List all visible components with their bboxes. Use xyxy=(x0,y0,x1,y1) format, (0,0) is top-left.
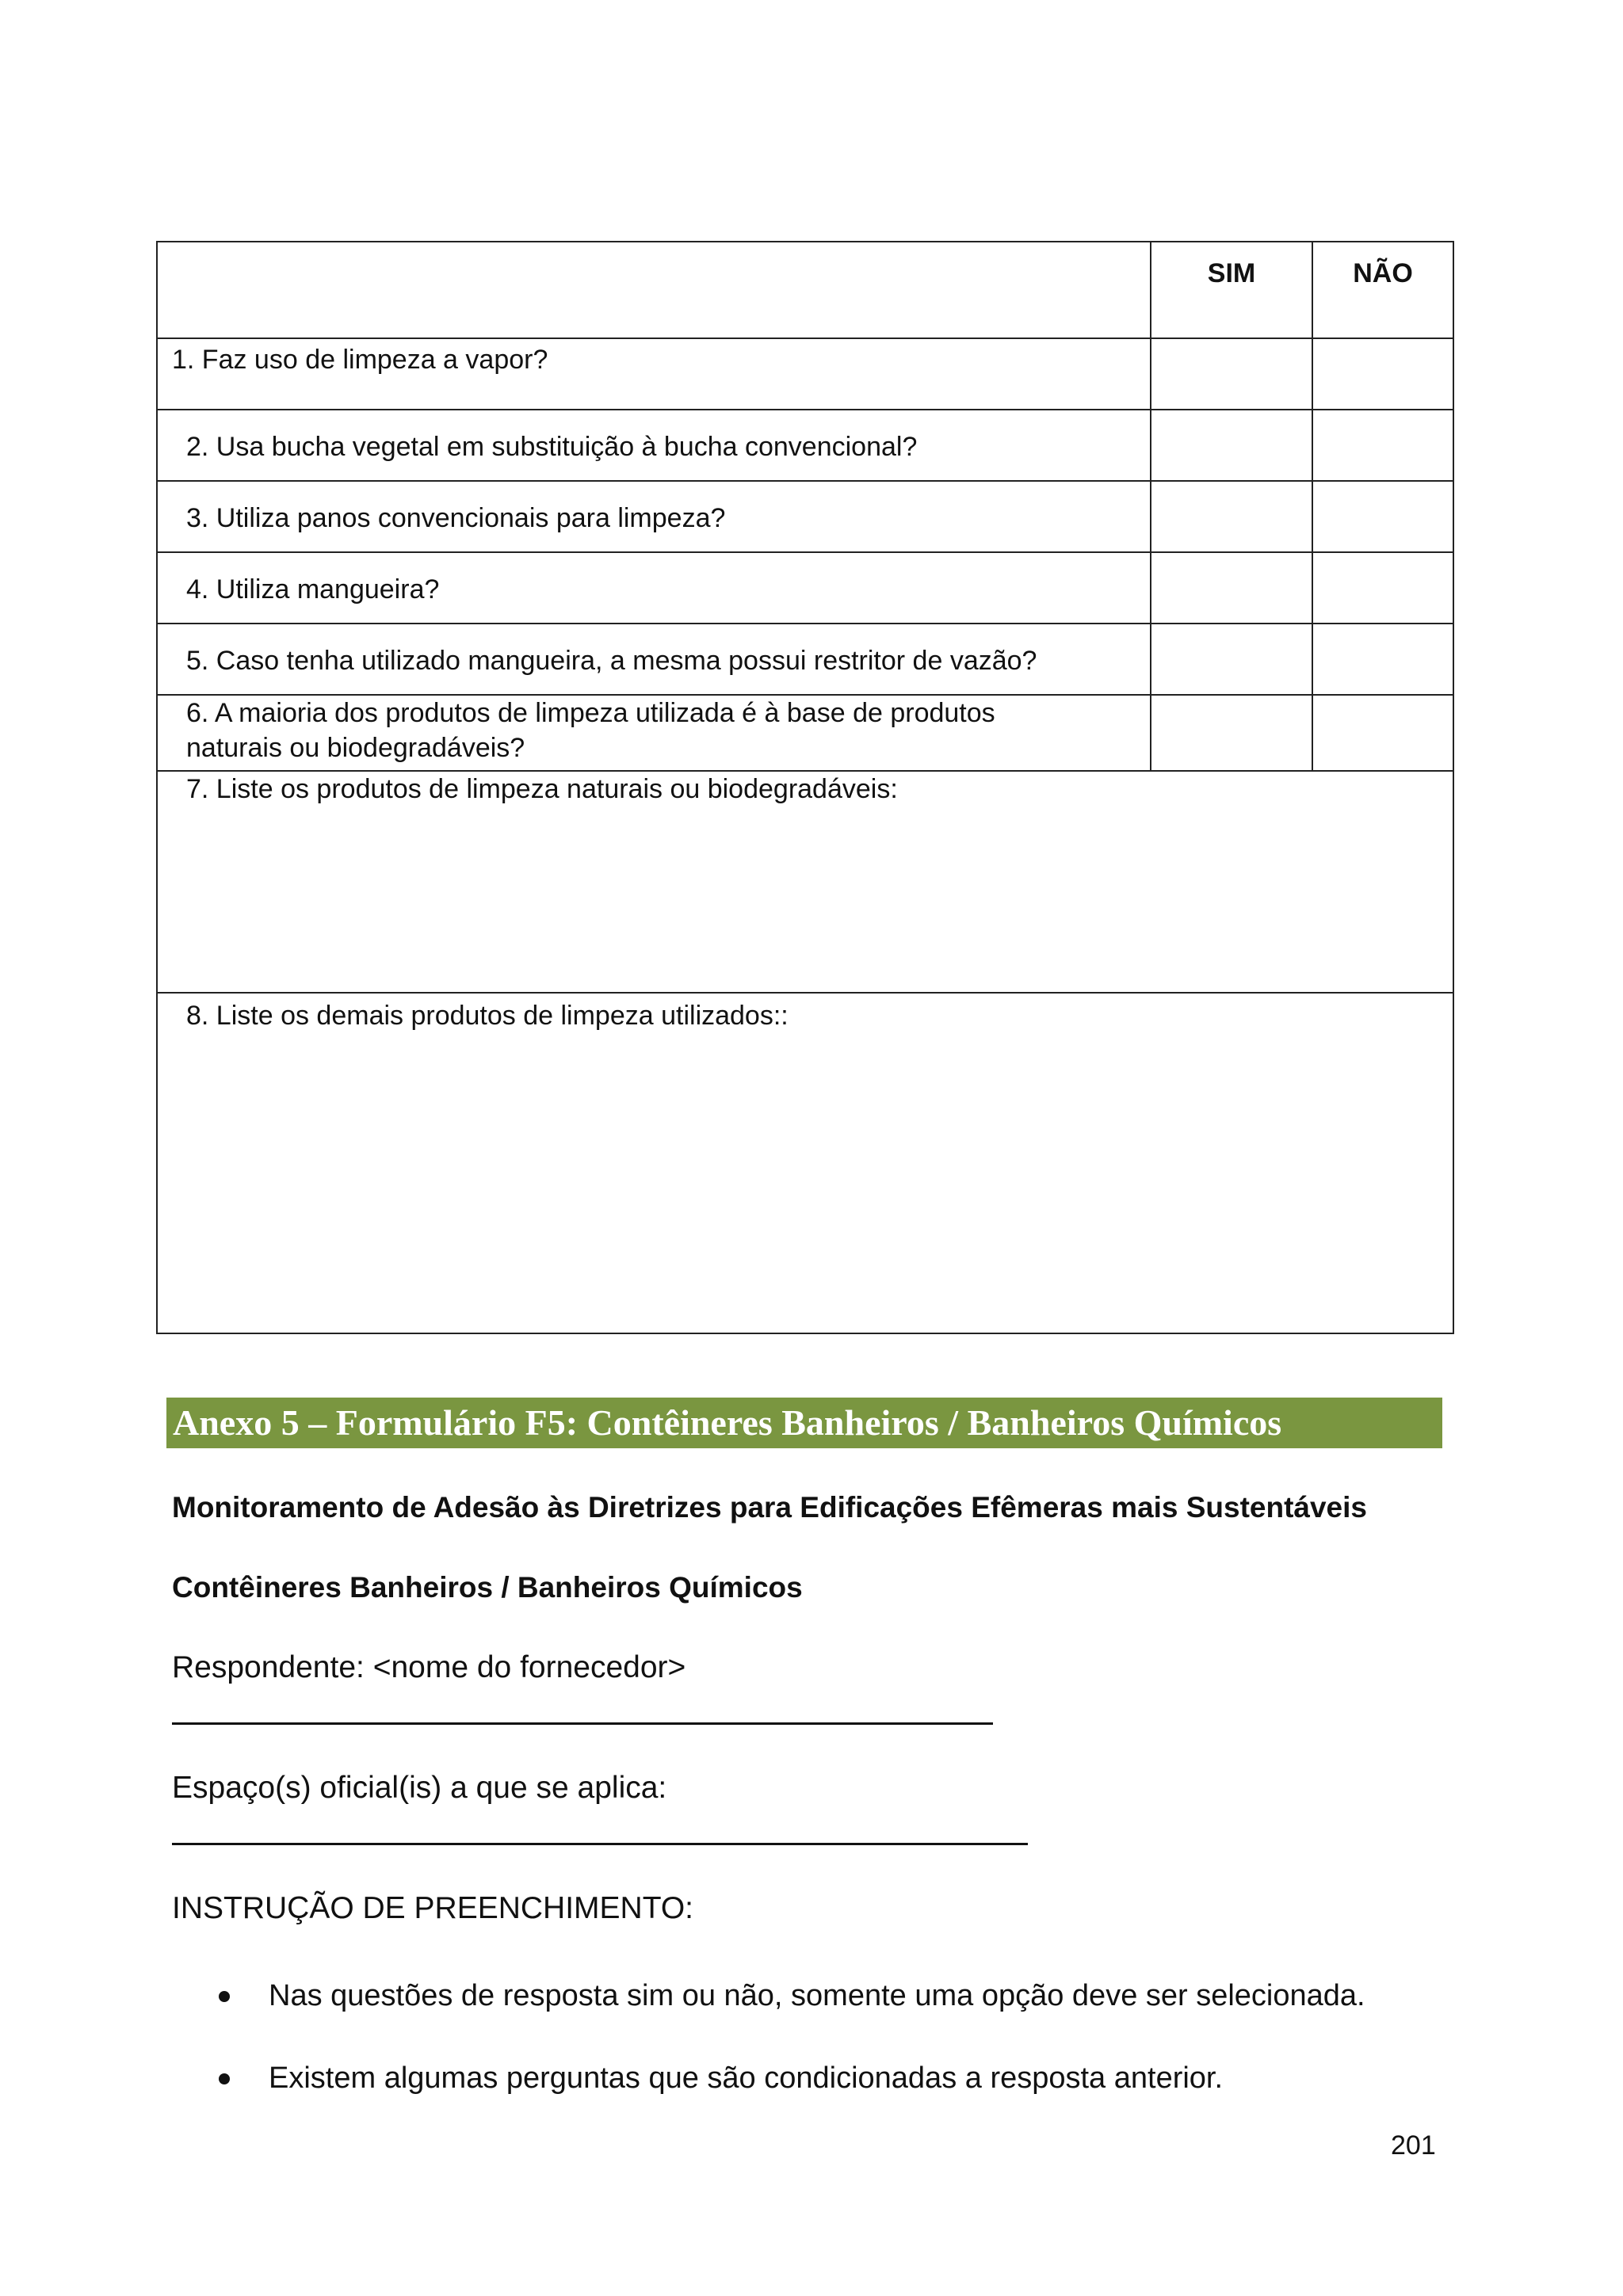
spaces-answer-line[interactable] xyxy=(172,1843,1028,1845)
bullet-icon xyxy=(219,1991,230,2002)
question-line: 6. A maioria dos produtos de limpeza utilizada é à base de produtos xyxy=(186,698,995,728)
annex-heading: Anexo 5 – Formulário F5: Contêineres Banheiros / Banheiros Químicos xyxy=(166,1398,1442,1448)
table-row xyxy=(158,410,1453,482)
table-row xyxy=(158,624,1453,696)
header-nao: NÃO xyxy=(1353,258,1413,288)
header-question-cell xyxy=(158,242,1151,338)
question-line: naturais ou biodegradáveis? xyxy=(186,733,525,763)
table-row-open-answer[interactable] xyxy=(158,994,1453,1333)
question-text: 3. Utiliza panos convencionais para limpeza? xyxy=(158,482,1151,551)
form-subtitle: Monitoramento de Adesão às Diretrizes para Edificações Efêmeras mais Sustentáveis xyxy=(172,1491,1367,1524)
question-text: 4. Utiliza mangueira? xyxy=(158,553,1151,623)
question-text: 8. Liste os demais produtos de limpeza utilizados:: xyxy=(186,1001,789,1031)
answer-nao-cell[interactable] xyxy=(1313,482,1453,551)
table-header-row xyxy=(158,242,1453,339)
spaces-label: Espaço(s) oficial(is) a que se aplica: xyxy=(172,1771,667,1805)
answer-nao-cell[interactable] xyxy=(1313,339,1453,409)
question-text: 5. Caso tenha utilizado mangueira, a mesma possui restritor de vazão? xyxy=(158,624,1151,694)
table-row xyxy=(158,339,1453,410)
page-number: 201 xyxy=(1391,2130,1436,2161)
table-row-open-answer[interactable] xyxy=(158,772,1453,994)
instruction-item: Nas questões de resposta sim ou não, somente uma opção deve ser selecionada. xyxy=(269,1979,1365,2012)
table-row xyxy=(158,553,1453,624)
question-text: 7. Liste os produtos de limpeza naturais ou biodegradáveis: xyxy=(186,774,898,804)
form-section-title: Contêineres Banheiros / Banheiros Químicos xyxy=(172,1571,803,1604)
answer-nao-cell[interactable] xyxy=(1313,553,1453,623)
answer-nao-cell[interactable] xyxy=(1313,624,1453,694)
instruction-title: INSTRUÇÃO DE PREENCHIMENTO: xyxy=(172,1891,694,1925)
answer-sim-cell[interactable] xyxy=(1151,553,1313,623)
answer-nao-cell[interactable] xyxy=(1313,696,1453,770)
answer-sim-cell[interactable] xyxy=(1151,696,1313,770)
header-sim: SIM xyxy=(1151,242,1313,338)
instruction-item: Existem algumas perguntas que são condicionadas a resposta anterior. xyxy=(269,2061,1224,2095)
question-text: 1. Faz uso de limpeza a vapor? xyxy=(158,339,1151,409)
checklist-table xyxy=(156,241,1454,1334)
answer-sim-cell[interactable] xyxy=(1151,482,1313,551)
answer-nao-cell[interactable] xyxy=(1313,410,1453,480)
table-row xyxy=(158,482,1453,553)
table-row xyxy=(158,696,1453,772)
answer-sim-cell[interactable] xyxy=(1151,410,1313,480)
answer-sim-cell[interactable] xyxy=(1151,624,1313,694)
respondent-label: Respondente: <nome do fornecedor> xyxy=(172,1650,686,1684)
question-text: 2. Usa bucha vegetal em substituição à bucha convencional? xyxy=(158,410,1151,480)
bullet-icon xyxy=(219,2073,230,2084)
question-text xyxy=(158,696,1151,770)
answer-sim-cell[interactable] xyxy=(1151,339,1313,409)
respondent-answer-line[interactable] xyxy=(172,1722,993,1725)
